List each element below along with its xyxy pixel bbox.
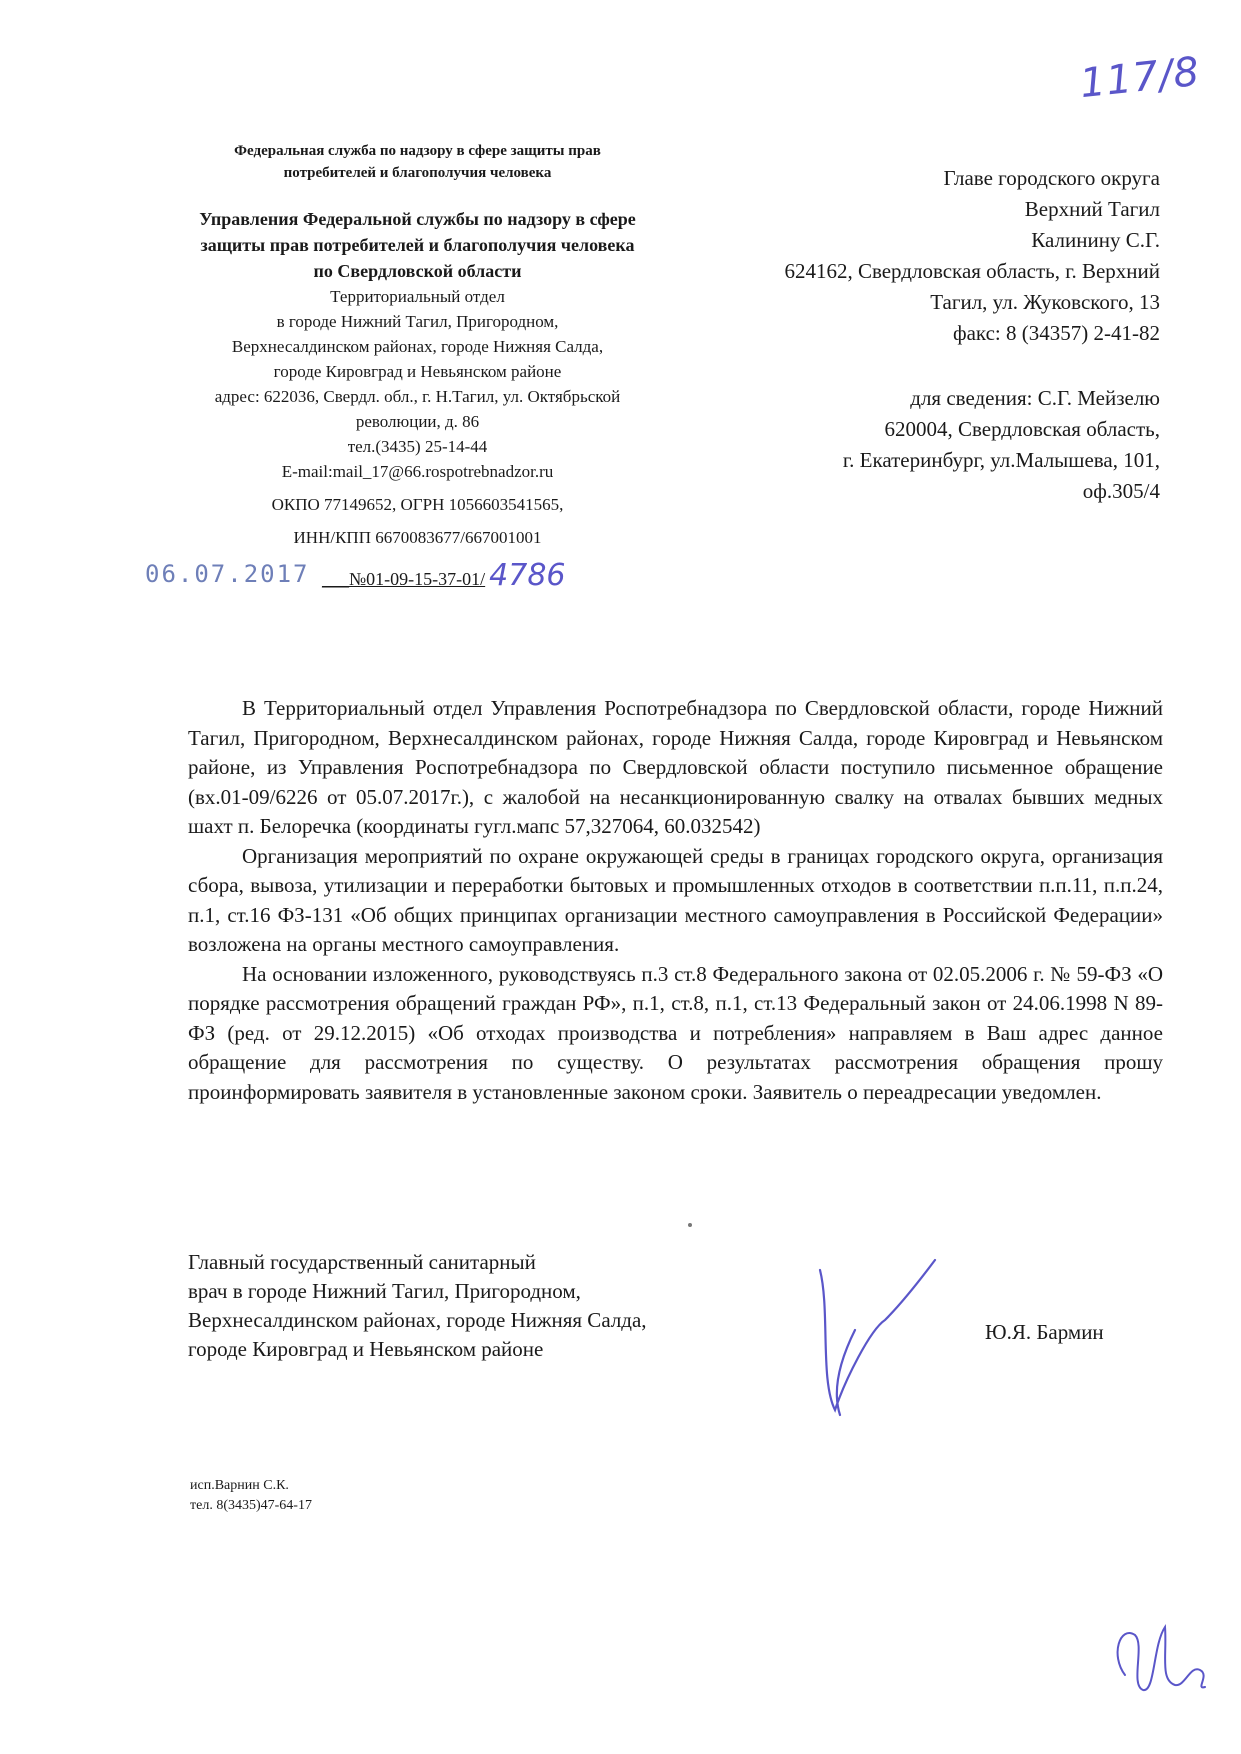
sender-dept-line-2: защиты прав потребителей и благополучия человека xyxy=(200,235,635,255)
body-paragraph-2: Организация мероприятий по охране окружающей среды в границах городского округа, организация сбора, вывоза, утилизации и переработки бытовых и промышленных отходов в соответствии п.п.11, п.п.24, п.1, ст.16 ФЗ-131 «Об общих принципах организации местного самоуправления в Российской Федерации» возложена на органы местного самоуправления. xyxy=(188,843,1163,956)
sender-email: E-mail:mail_17@66.rospotrebnadzor.ru xyxy=(281,462,554,481)
cc-line: оф.305/4 xyxy=(1082,479,1160,503)
recipient-line: 624162, Свердловская область, г. Верхний xyxy=(784,259,1160,283)
sender-line: в городе Нижний Тагил, Пригородном, xyxy=(276,312,559,331)
sender-address: революции, д. 86 xyxy=(355,412,480,431)
letter-body xyxy=(188,694,1163,1107)
document-number-prefix: ___№01-09-15-37-01/ xyxy=(322,569,486,589)
recipient-line: Верхний Тагил xyxy=(1024,197,1160,221)
recipient-line: Тагил, ул. Жуковского, 13 xyxy=(930,290,1160,314)
document-number xyxy=(322,558,566,593)
sender-phone: тел.(3435) 25-14-44 xyxy=(347,437,488,456)
sender-dept-line-3: по Свердловской области xyxy=(313,261,522,281)
signature-icon xyxy=(810,1250,950,1420)
recipient-line: Главе городского округа xyxy=(943,166,1160,190)
date-stamp: 06.07.2017 xyxy=(145,560,310,588)
initials-signature-icon xyxy=(1105,1615,1215,1700)
signer-title xyxy=(188,1248,788,1364)
cc-line: для сведения: С.Г. Мейзелю xyxy=(910,386,1160,410)
sender-block xyxy=(160,140,675,550)
signer-title-line: городе Кировград и Невьянском районе xyxy=(188,1337,544,1361)
executor-name: исп.Варнин С.К. xyxy=(190,1478,289,1493)
executor-phone: тел. 8(3435)47-64-17 xyxy=(190,1498,312,1513)
signer-name: Ю.Я. Бармин xyxy=(985,1320,1104,1344)
sender-dept-line-1: Управления Федеральной службы по надзору в сфере xyxy=(199,209,636,229)
sender-line: городе Кировград и Невьянском районе xyxy=(273,362,562,381)
signer-title-line: Главный государственный санитарный xyxy=(188,1250,536,1274)
body-paragraph-3: На основании изложенного, руководствуясь п.3 ст.8 Федерального закона от 02.05.2006 г. № 59-ФЗ «О порядке рассмотрения обращений граждан РФ», п.1, ст.8, п.1, ст.13 Федеральный закон от 24.06.1998 N 89-ФЗ (ред. от 29.12.2015) «Об отходах производства и потребления» направляем в Ваш адрес данное обращение для рассмотрения по существу. О результатах рассмотрения обращения прошу проинформировать заявителя в установленные законом сроки. Заявитель о переадресации уведомлен. xyxy=(188,961,1163,1104)
sender-line: Территориальный отдел xyxy=(330,287,505,306)
cc-line: г. Екатеринбург, ул.Малышева, 101, xyxy=(842,448,1160,472)
handwritten-registration-number: 117/8 xyxy=(1077,48,1203,108)
executor-block xyxy=(190,1476,312,1516)
cc-line: 620004, Свердловская область, xyxy=(884,417,1160,441)
sender-okpo: ОКПО 77149652, ОГРН 1056603541565, xyxy=(271,495,564,514)
sender-org-line-2: потребителей и благополучия человека xyxy=(283,165,552,181)
scan-speck xyxy=(688,1223,692,1227)
body-paragraph-1: В Территориальный отдел Управления Роспотребнадзора по Свердловской области, городе Нижний Тагил, Пригородном, Верхнесалдинском районах, городе Нижняя Салда, городе Кировград и Невьянском районе, из Управления Роспотребнадзора по Свердловской области поступило письменное обращение (вх.01-09/6226 от 05.07.2017г.), с жалобой на несанкционированную свалку на отвалах бывших медных шахт п. Белоречка (координаты гугл.мапс 57,327064, 60.032542) xyxy=(188,696,1163,838)
recipient-line: Калинину С.Г. xyxy=(1031,228,1160,252)
sender-address: адрес: 622036, Свердл. обл., г. Н.Тагил, ул. Октябрьской xyxy=(214,387,621,406)
recipient-block xyxy=(690,163,1160,507)
recipient-line: факс: 8 (34357) 2-41-82 xyxy=(953,321,1160,345)
document-number-handwritten: 4786 xyxy=(489,558,566,593)
signer-title-line: врач в городе Нижний Тагил, Пригородном, xyxy=(188,1279,581,1303)
sender-org-line-1: Федеральная служба по надзору в сфере защиты прав xyxy=(234,143,601,159)
signer-title-line: Верхнесалдинском районах, городе Нижняя Салда, xyxy=(188,1308,647,1332)
sender-inn: ИНН/КПП 6670083677/667001001 xyxy=(293,528,542,547)
sender-line: Верхнесалдинском районах, городе Нижняя Салда, xyxy=(231,337,604,356)
